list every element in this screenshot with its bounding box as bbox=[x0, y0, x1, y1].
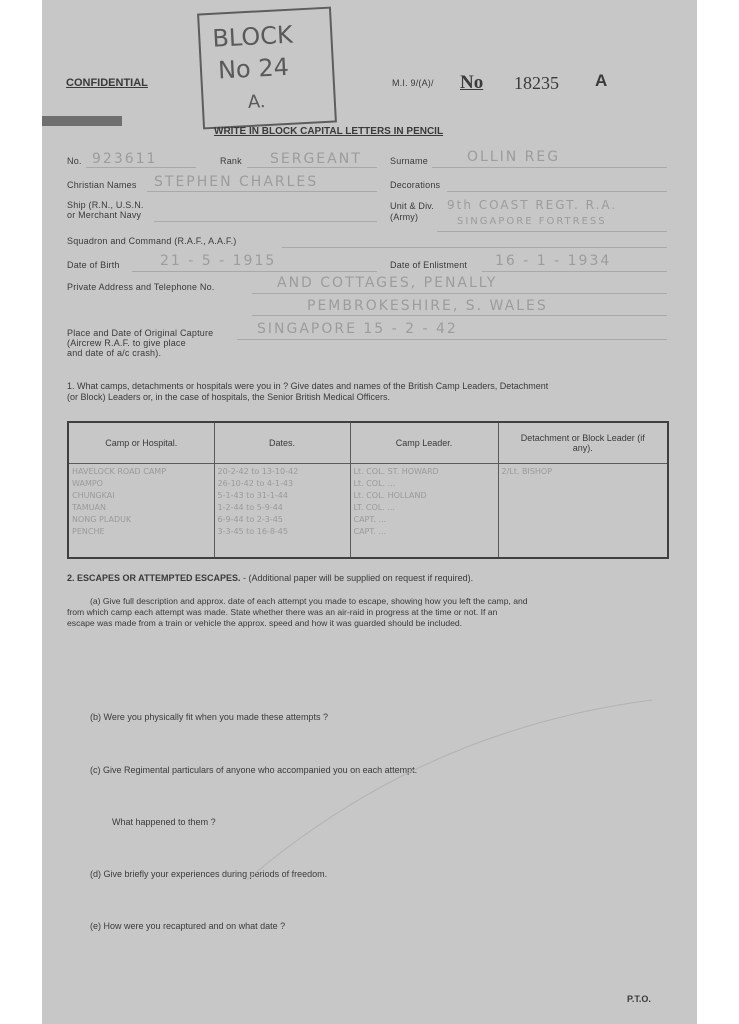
address-value-2: PEMBROKESHIRE, S. WALES bbox=[307, 298, 548, 314]
table-row: 1-2-44 to 5-9-44 bbox=[217, 503, 283, 512]
table-row: LT. COL. ... bbox=[353, 503, 395, 512]
question-2e: (e) How were you recaptured and on what date ? bbox=[90, 921, 286, 931]
table-body bbox=[68, 464, 668, 559]
address-label: Private Address and Telephone No. bbox=[67, 282, 215, 292]
table-row: Lt. COL. ... bbox=[353, 479, 396, 488]
document-page bbox=[42, 0, 697, 1024]
header-dates: Dates. bbox=[214, 422, 350, 464]
dob-value: 21 - 5 - 1915 bbox=[160, 253, 277, 269]
table-row: 26-10-42 to 4-1-43 bbox=[217, 479, 294, 488]
squadron-label: Squadron and Command (R.A.F., A.A.F.) bbox=[67, 236, 237, 246]
christian-names-label: Christian Names bbox=[67, 180, 137, 190]
header-detachment-leader: Detachment or Block Leader (if any). bbox=[498, 422, 668, 464]
surname-value: OLLIN REG bbox=[467, 149, 561, 165]
table-row: CAPT. ... bbox=[353, 527, 387, 536]
stamp-line-1: BLOCK bbox=[211, 20, 294, 53]
table-row: Lt. COL. HOLLAND bbox=[353, 491, 427, 500]
pto-label: P.T.O. bbox=[627, 994, 651, 1004]
camps-table bbox=[67, 421, 669, 559]
no-value: 923611 bbox=[92, 151, 158, 167]
unit-label-2: (Army) bbox=[390, 212, 419, 222]
question-2c-follow-up: What happened to them ? bbox=[112, 817, 216, 827]
ship-label-2: or Merchant Navy bbox=[67, 210, 142, 220]
capture-label-2: (Aircrew R.A.F. to give place bbox=[67, 338, 186, 348]
table-row: 5-1-43 to 31-1-44 bbox=[217, 491, 288, 500]
block-stamp bbox=[197, 7, 337, 130]
capture-value: SINGAPORE 15 - 2 - 42 bbox=[257, 321, 458, 337]
question-1-line-1: 1. What camps, detachments or hospitals were you in ? Give dates and names of the British Camp Leaders, Detachment bbox=[67, 381, 549, 391]
confidential-label: CONFIDENTIAL bbox=[66, 77, 148, 89]
enlistment-value: 16 - 1 - 1934 bbox=[495, 253, 612, 269]
detachment-leader-column bbox=[498, 464, 668, 559]
table-row: TAMUAN bbox=[72, 503, 106, 512]
unit-value-1: 9th COAST REGT. R.A. bbox=[447, 198, 618, 212]
address-value-1: AND COTTAGES, PENALLY bbox=[277, 275, 498, 291]
question-2-note: - (Additional paper will be supplied on request if required). bbox=[243, 573, 474, 583]
table-row: CHUNGKAI bbox=[72, 491, 115, 500]
stamp-line-3: A. bbox=[247, 91, 267, 114]
question-2c: (c) Give Regimental particulars of anyone who accompanied you on each attempt. bbox=[90, 765, 418, 775]
unit-label-1: Unit & Div. bbox=[390, 201, 435, 211]
no-label: No. bbox=[67, 156, 82, 166]
rank-value: SERGEANT bbox=[270, 151, 362, 167]
table-row: 20-2-42 to 13-10-42 bbox=[217, 467, 299, 476]
table-row: Lt. COL. ST. HOWARD bbox=[353, 467, 439, 476]
unit-value-2: SINGAPORE FORTRESS bbox=[457, 216, 607, 227]
rank-label: Rank bbox=[220, 156, 242, 166]
dob-label: Date of Birth bbox=[67, 260, 120, 270]
camp-column bbox=[68, 464, 214, 559]
pencil-stroke bbox=[242, 690, 662, 890]
table-row: 3-3-45 to 16-8-45 bbox=[217, 527, 288, 536]
table-row: CAPT. ... bbox=[353, 515, 387, 524]
question-2a-line-3: escape was made from a train or vehicle the approx. speed and how it was guarded should be included. bbox=[67, 618, 463, 628]
enlistment-label: Date of Enlistment bbox=[390, 260, 468, 270]
table-row: NONG PLADUK bbox=[72, 515, 132, 524]
capture-label-3: and date of a/c crash). bbox=[67, 348, 162, 358]
question-2b: (b) Were you physically fit when you made these attempts ? bbox=[90, 712, 328, 722]
serial-suffix: A bbox=[595, 71, 608, 90]
table-row: HAVELOCK ROAD CAMP bbox=[72, 467, 167, 476]
table-row: PENCHE bbox=[72, 527, 105, 536]
ship-label-1: Ship (R.N., U.S.N. bbox=[67, 200, 144, 210]
stamp-line-2: No 24 bbox=[217, 52, 290, 85]
question-2d: (d) Give briefly your experiences during periods of freedom. bbox=[90, 869, 328, 879]
surname-label: Surname bbox=[390, 156, 428, 166]
table-row: WAMPO bbox=[72, 479, 103, 488]
header-camp-leader: Camp Leader. bbox=[350, 422, 498, 464]
question-2-heading-row bbox=[67, 573, 473, 583]
question-1-line-2: (or Block) Leaders or, in the case of hospitals, the Senior British Medical Officers. bbox=[67, 392, 390, 402]
question-2a-line-1: (a) Give full description and approx. date of each attempt you made to escape, showing how you left the camp, and bbox=[90, 596, 528, 606]
decorations-label: Decorations bbox=[390, 180, 441, 190]
christian-names-value: STEPHEN CHARLES bbox=[154, 174, 319, 190]
form-reference: M.I. 9/(A)/ bbox=[392, 78, 434, 88]
serial-number: 18235 bbox=[514, 73, 559, 93]
table-header-row bbox=[68, 422, 668, 464]
torn-edge bbox=[42, 116, 122, 126]
table-row: 2/Lt. BISHOP bbox=[501, 467, 553, 476]
header-camp: Camp or Hospital. bbox=[68, 422, 214, 464]
instruction-heading: WRITE IN BLOCK CAPITAL LETTERS IN PENCIL bbox=[214, 126, 444, 137]
camp-leader-column bbox=[350, 464, 498, 559]
table-row: 6-9-44 to 2-3-45 bbox=[217, 515, 283, 524]
question-2a-line-2: from which camp each attempt was made. State whether there was an air-raid in progress at the time or not. If an bbox=[67, 607, 498, 617]
question-2-heading: 2. ESCAPES OR ATTEMPTED ESCAPES. bbox=[67, 573, 241, 583]
dates-column bbox=[214, 464, 350, 559]
number-label: No bbox=[460, 72, 484, 93]
capture-label-1: Place and Date of Original Capture bbox=[67, 328, 214, 338]
